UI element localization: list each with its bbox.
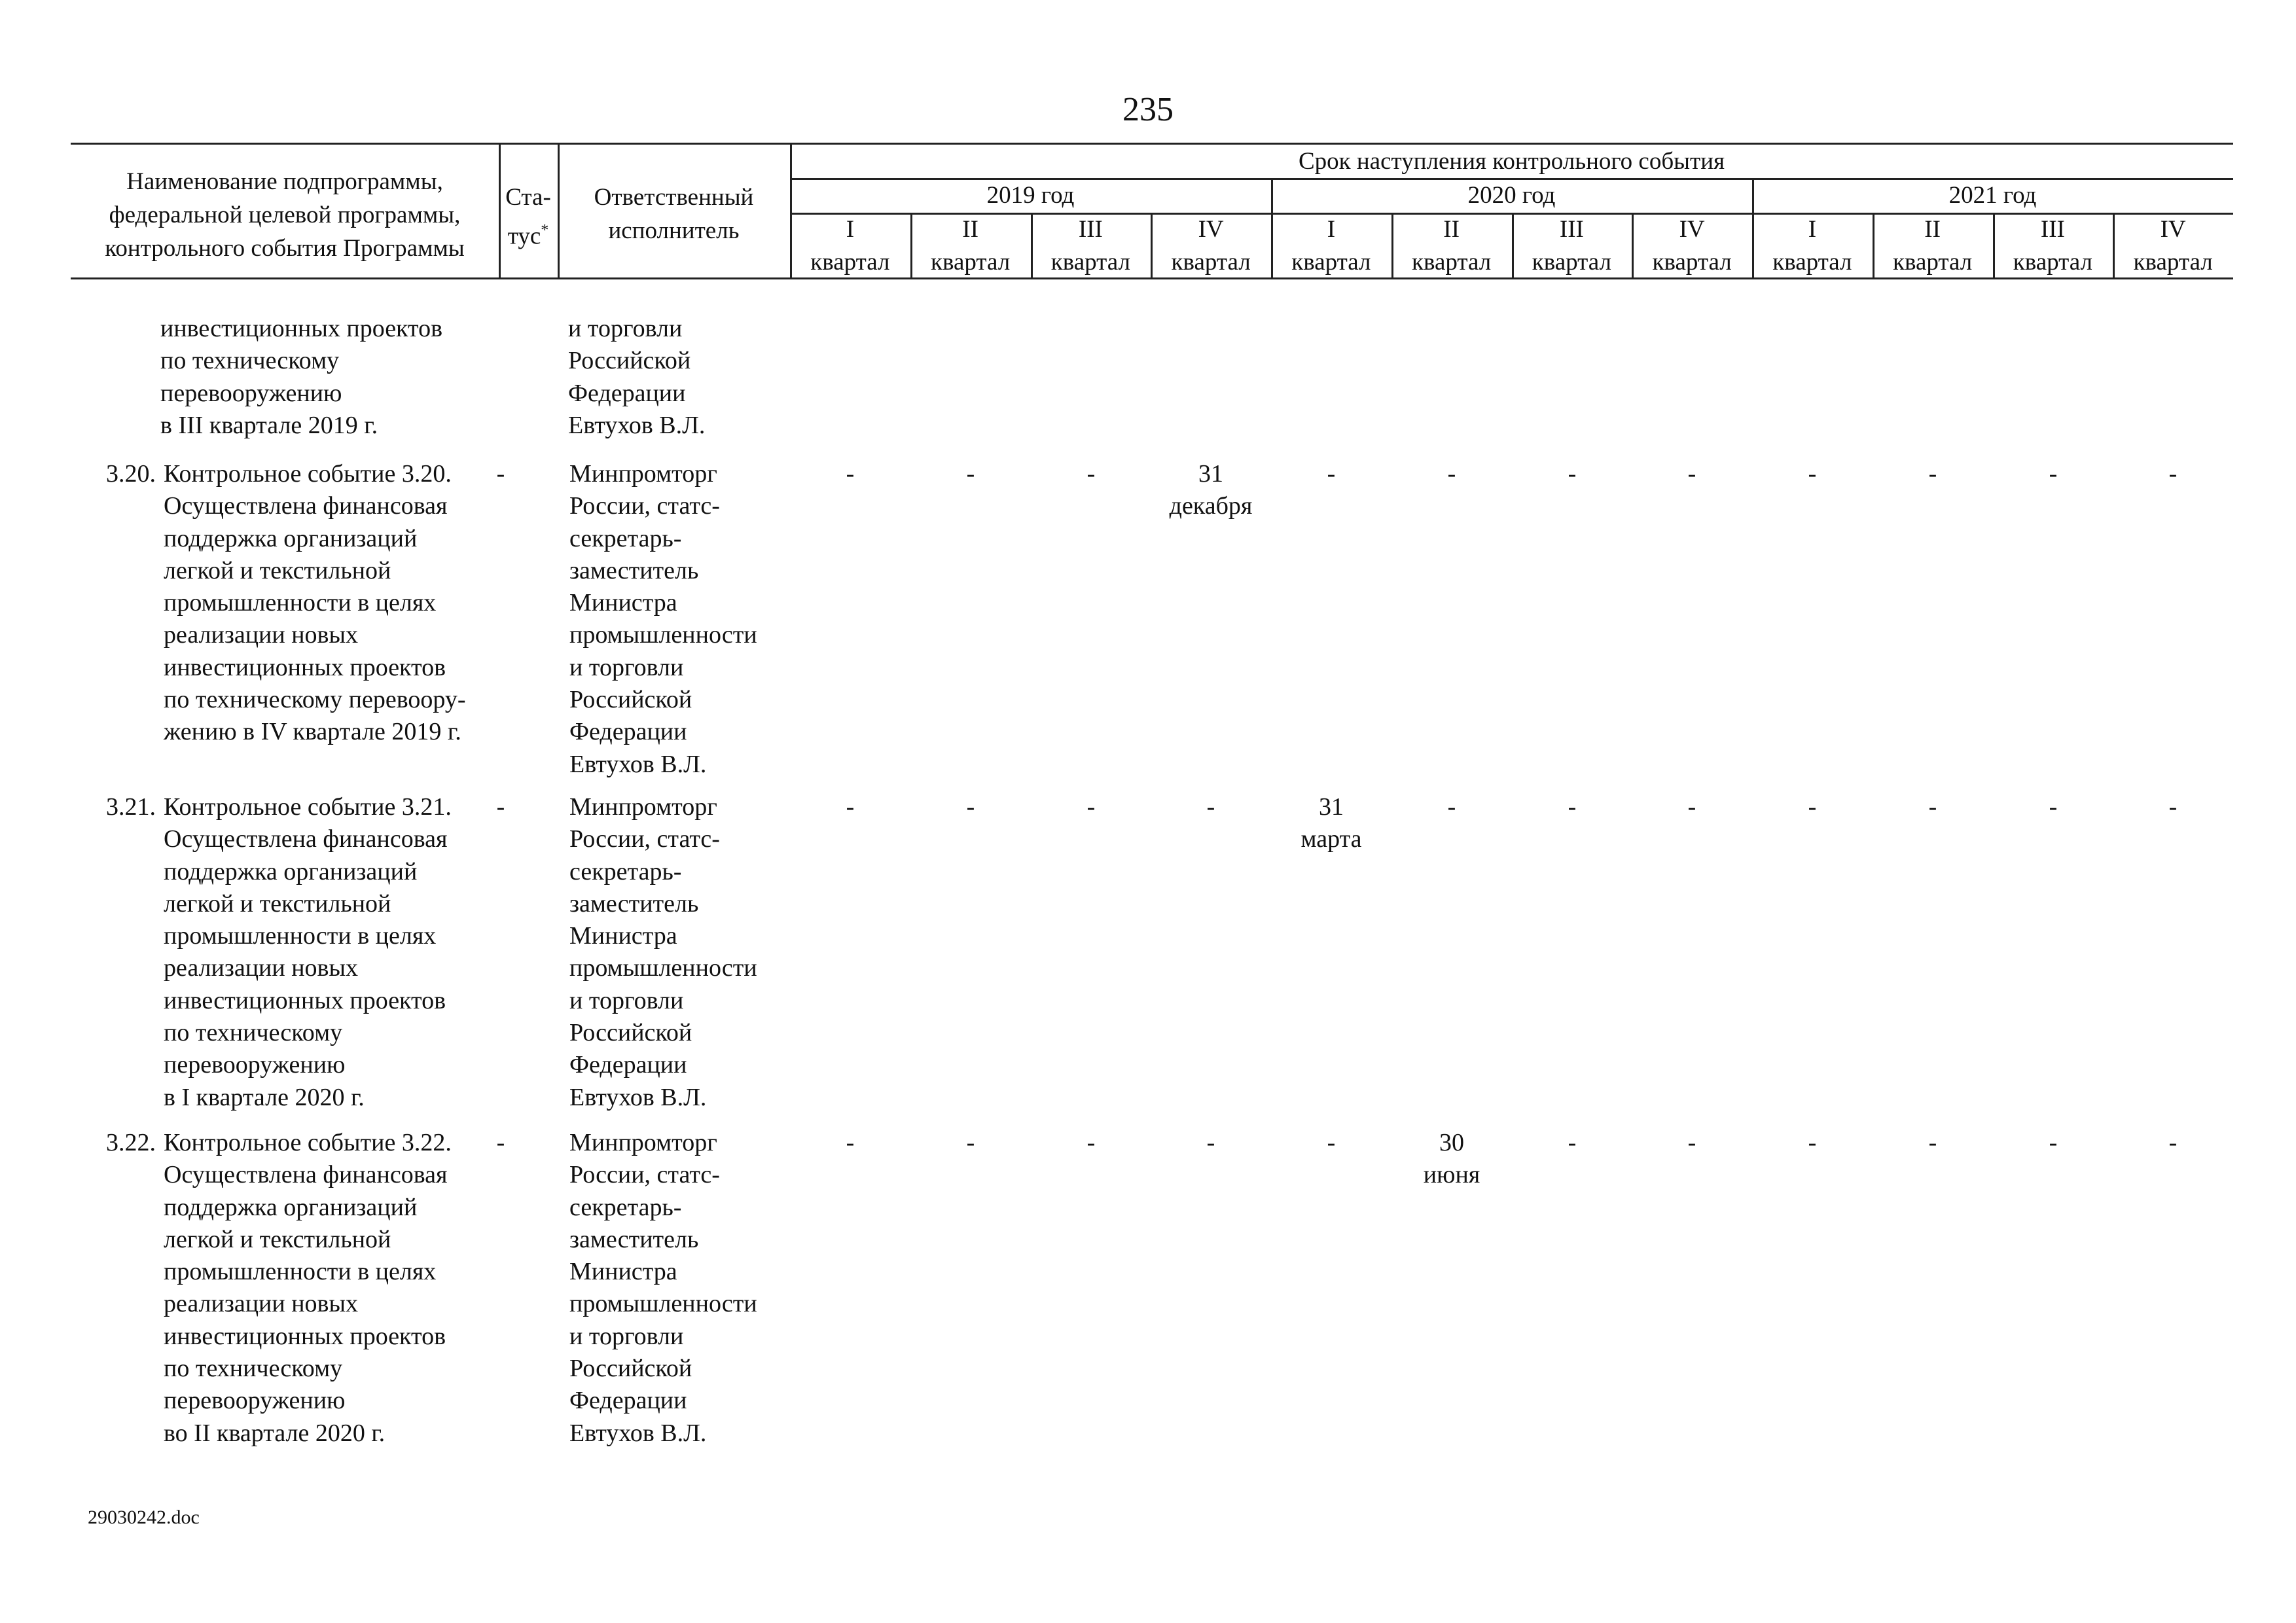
row-number: 3.20. bbox=[106, 460, 156, 488]
row-quarter-cell: - bbox=[1447, 793, 1456, 821]
row-quarter-cell: - bbox=[966, 793, 975, 821]
header-name-column: Наименование подпрограммы, федеральной целевой программы, контрольного события Программы bbox=[105, 168, 465, 262]
row-quarter-cell: - bbox=[1086, 1129, 1096, 1156]
header-quarter-3: III квартал bbox=[1050, 216, 1130, 276]
header-quarter-1: I квартал bbox=[810, 216, 890, 276]
row-status: - bbox=[496, 460, 505, 488]
row-status: - bbox=[496, 1129, 505, 1156]
row-quarter-cell: - bbox=[1327, 1129, 1336, 1156]
header-quarter-7: III квартал bbox=[1532, 216, 1611, 276]
page-number: 235 bbox=[1122, 91, 1174, 128]
row-quarter-cell: - bbox=[966, 1129, 975, 1156]
row-quarter-cell: - bbox=[2168, 460, 2178, 488]
header-status-bottom-text: тус bbox=[507, 223, 541, 250]
row-quarter-cell: - bbox=[2049, 1129, 2058, 1156]
header-deadline-title: Срок наступления контрольного события bbox=[1298, 148, 1725, 175]
row-quarter-cell: - bbox=[1086, 793, 1096, 821]
row-event-name: Контрольное событие 3.21. Осуществлена финансовая поддержка организаций легкой и текстильной промышленности в целях реализации новых инвестиционных проектов по техническому перевооружению в I квартале 2020 г. bbox=[164, 793, 452, 1111]
header-quarter-8: IV квартал bbox=[1652, 216, 1732, 276]
row-number: 3.22. bbox=[106, 1129, 156, 1156]
row-quarter-cell: - bbox=[1687, 793, 1696, 821]
row-quarter-cell: - bbox=[1206, 793, 1215, 821]
continuation-responsible: и торговли Российской Федерации Евтухов В.Л. bbox=[568, 315, 706, 439]
header-year-1: 2019 год bbox=[986, 182, 1075, 209]
header-quarter-2: II квартал bbox=[931, 216, 1011, 276]
row-quarter-cell: - bbox=[2168, 1129, 2178, 1156]
row-quarter-cell: - bbox=[2049, 460, 2058, 488]
row-quarter-cell: - bbox=[2168, 793, 2178, 821]
header-status-column bbox=[499, 181, 558, 253]
header-status-mark: * bbox=[541, 222, 549, 239]
row-quarter-cell: - bbox=[1928, 1129, 1937, 1156]
header-year-2: 2020 год bbox=[1467, 182, 1556, 209]
row-quarter-cell: 31 декабря bbox=[1169, 460, 1253, 520]
row-event-name: Контрольное событие 3.22. Осуществлена финансовая поддержка организаций легкой и текстильной промышленности в целях реализации новых инвестиционных проектов по техническому перевооружению во II квартале 2020 г. bbox=[164, 1129, 452, 1447]
header-quarter-9: I квартал bbox=[1772, 216, 1852, 276]
header-year-3: 2021 год bbox=[1948, 182, 2037, 209]
row-status: - bbox=[496, 793, 505, 821]
row-quarter-cell: - bbox=[1206, 1129, 1215, 1156]
row-quarter-cell: - bbox=[1687, 1129, 1696, 1156]
row-quarter-cell: - bbox=[846, 793, 855, 821]
row-quarter-cell: - bbox=[1808, 460, 1817, 488]
header-responsible-column: Ответственный исполнитель bbox=[594, 184, 754, 244]
row-quarter-cell: - bbox=[966, 460, 975, 488]
header-status-bottom bbox=[499, 214, 558, 253]
row-number: 3.21. bbox=[106, 793, 156, 821]
row-quarter-cell: - bbox=[1808, 1129, 1817, 1156]
header-quarter-6: II квартал bbox=[1412, 216, 1492, 276]
row-quarter-cell: - bbox=[1687, 460, 1696, 488]
row-quarter-cell: 31 марта bbox=[1300, 793, 1362, 853]
row-quarter-cell: - bbox=[1928, 460, 1937, 488]
row-quarter-cell: - bbox=[1086, 460, 1096, 488]
row-quarter-cell: - bbox=[846, 460, 855, 488]
header-top-rule bbox=[71, 143, 2233, 145]
row-event-name: Контрольное событие 3.20. Осуществлена финансовая поддержка организаций легкой и текстильной промышленности в целях реализации новых инвестиционных проектов по техническому перевоору- жению в IV квартале 2019 г. bbox=[164, 460, 466, 746]
row-quarter-cell: 30 июня bbox=[1423, 1129, 1480, 1189]
row-quarter-cell: - bbox=[1808, 793, 1817, 821]
header-quarter-5: I квартал bbox=[1291, 216, 1371, 276]
row-quarter-cell: - bbox=[1928, 793, 1937, 821]
row-responsible: Минпромторг России, статс- секретарь- заместитель Министра промышленности и торговли Российской Федерации Евтухов В.Л. bbox=[569, 1129, 757, 1447]
row-quarter-cell: - bbox=[2049, 793, 2058, 821]
header-status-top: Ста- bbox=[505, 184, 551, 211]
header-quarter-11: III квартал bbox=[2013, 216, 2092, 276]
row-responsible: Минпромторг России, статс- секретарь- заместитель Министра промышленности и торговли Российской Федерации Евтухов В.Л. bbox=[569, 460, 757, 778]
document-footer: 29030242.doc bbox=[88, 1507, 200, 1528]
row-quarter-cell: - bbox=[1447, 460, 1456, 488]
row-quarter-cell: - bbox=[1568, 460, 1577, 488]
header-quarter-12: IV квартал bbox=[2133, 216, 2213, 276]
row-quarter-cell: - bbox=[1327, 460, 1336, 488]
row-quarter-cell: - bbox=[1568, 1129, 1577, 1156]
header-quarter-10: II квартал bbox=[1893, 216, 1973, 276]
row-quarter-cell: - bbox=[1568, 793, 1577, 821]
header-quarter-4: IV квартал bbox=[1171, 216, 1251, 276]
continuation-name: инвестиционных проектов по техническому перевооружению в III квартале 2019 г. bbox=[160, 315, 443, 439]
row-responsible: Минпромторг России, статс- секретарь- заместитель Министра промышленности и торговли Российской Федерации Евтухов В.Л. bbox=[569, 793, 757, 1111]
row-quarter-cell: - bbox=[846, 1129, 855, 1156]
